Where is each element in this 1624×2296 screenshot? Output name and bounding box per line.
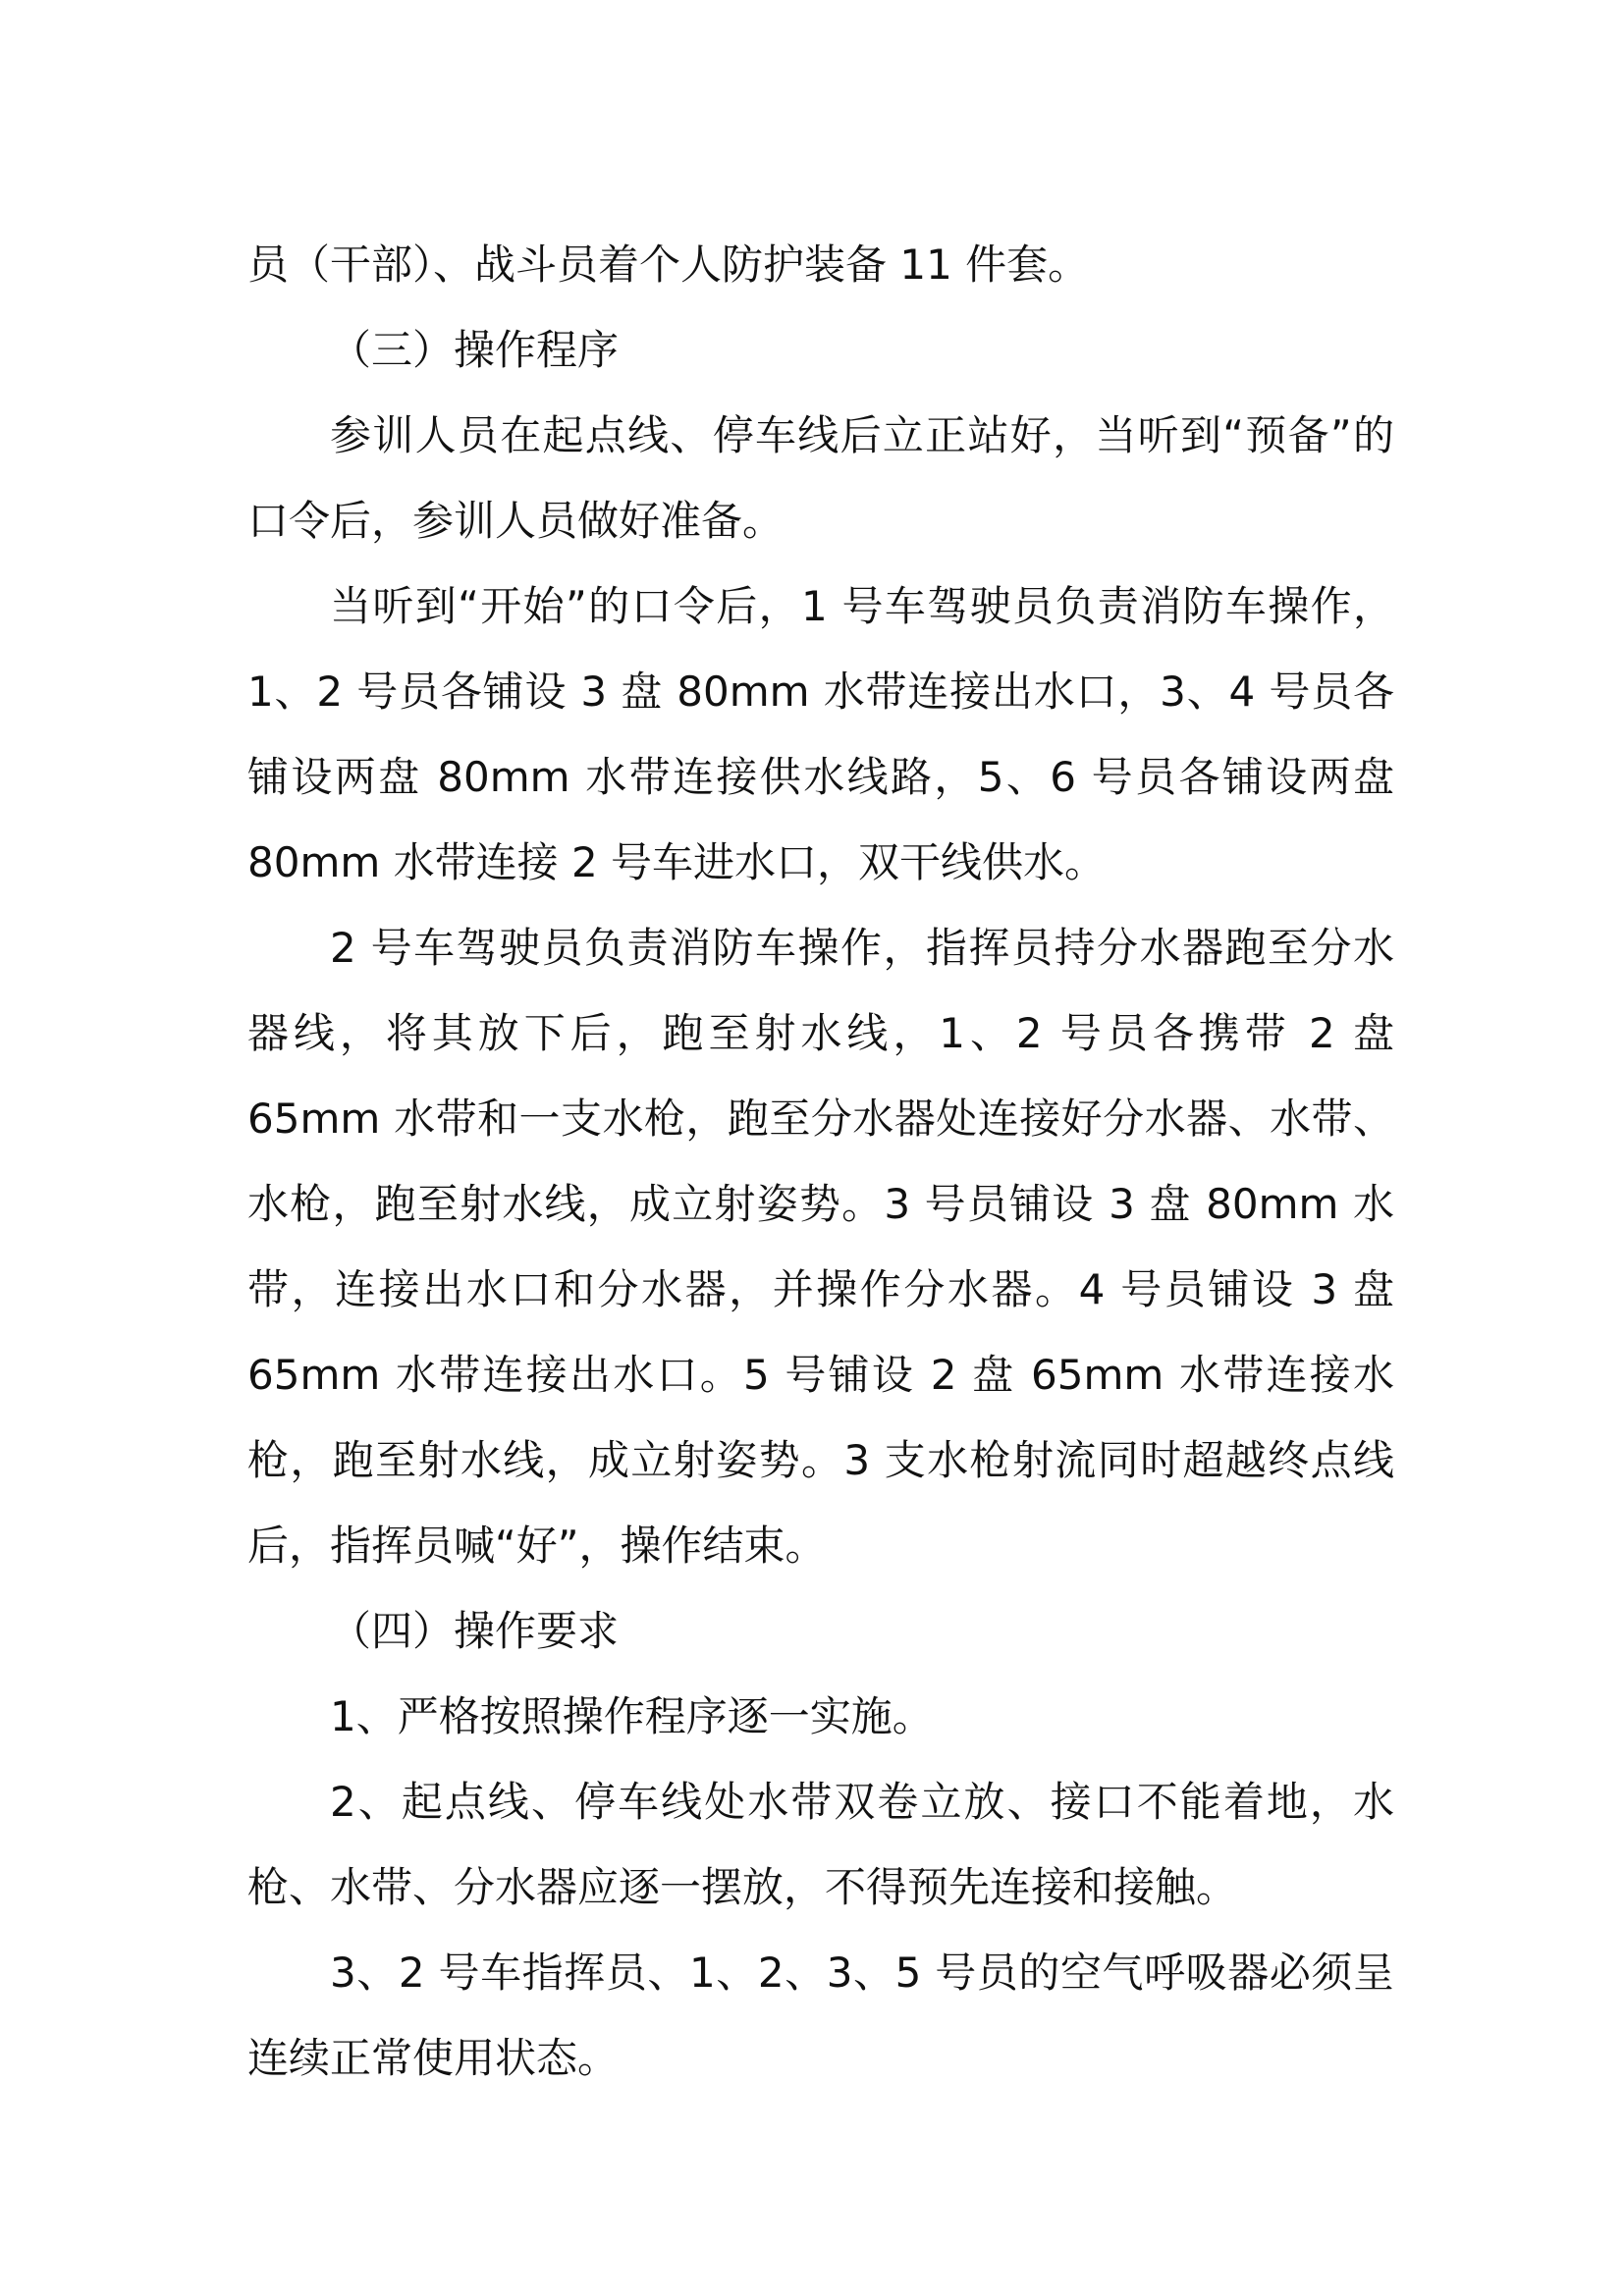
section-heading-procedure: （三）操作程序: [330, 326, 620, 374]
requirement-item-1: 1、严格按照操作程序逐一实施。: [330, 1692, 934, 1740]
paragraph-continuation: 员（干部）、战斗员着个人防护装备 11 件套。: [247, 240, 1090, 289]
section-heading-requirements: （四）操作要求: [330, 1607, 620, 1655]
requirement-item-3: 3、2 号车指挥员、1、2、3、5 号员的空气呼吸器必须呈连续正常使用状态。: [247, 1949, 1394, 2082]
requirement-item-2: 2、起点线、停车线处水带双卷立放、接口不能着地，水枪、水带、分水器应逐一摆放，不得预先连接和接触。: [247, 1778, 1394, 1911]
paragraph-prepare: 参训人员在起点线、停车线后立正站好，当听到“预备”的口令后，参训人员做好准备。: [247, 411, 1394, 545]
document-body: [247, 222, 1394, 2101]
paragraph-vehicle-2: 2 号车驾驶员负责消防车操作，指挥员持分水器跑至分水器线，将其放下后，跑至射水线，1、2 号员各携带 2 盘 65mm 水带和一支水枪，跑至分水器处连接好分水器、水带、水枪，跑至射水线，成立射姿势。3 号员铺设 3 盘 80mm 水带，连接出水口和分水器，并操作分水器。4 号员铺设 3 盘 65mm 水带连接出水口。5 号铺设 2 盘 65mm 水带连接水枪，跑至射水线，成立射姿势。3 支水枪射流同时超越终点线后，指挥员喊“好”，操作结束。: [247, 924, 1394, 1570]
paragraph-start-vehicle-1: 当听到“开始”的口令后，1 号车驾驶员负责消防车操作，1、2 号员各铺设 3 盘 80mm 水带连接出水口，3、4 号员各铺设两盘 80mm 水带连接供水线路，5、6 号员各铺设两盘 80mm 水带连接 2 号车进水口，双干线供水。: [247, 582, 1394, 886]
